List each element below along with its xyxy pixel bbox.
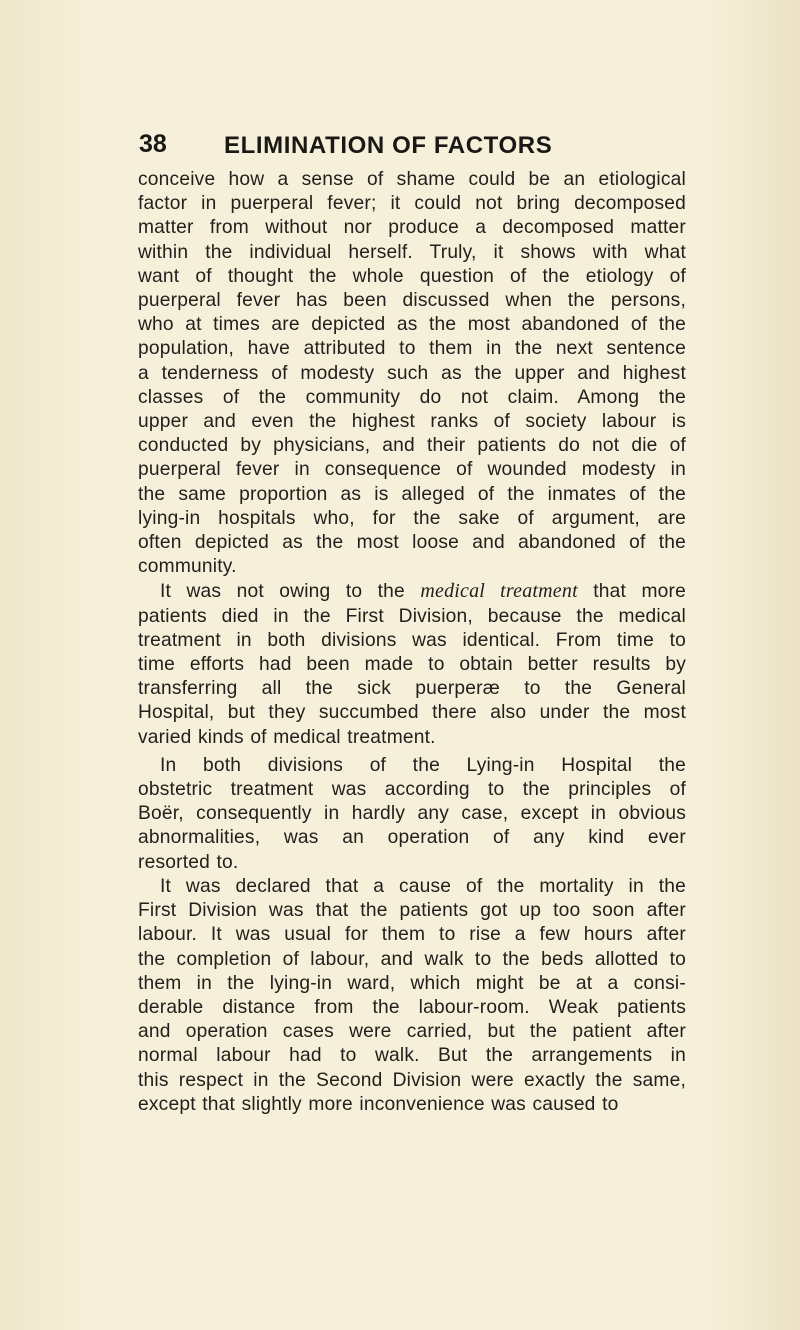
text-line: them in the lying-in ward, which might be at a consi- [138, 972, 686, 994]
italic-phrase: medical treatment [420, 580, 578, 603]
text-line: the same proportion as is alleged of the inmates of the [138, 483, 686, 505]
text-line: want of thought the whole question of the etiology of [138, 265, 686, 287]
text-line: resorted to. [138, 851, 239, 873]
page-number: 38 [139, 130, 167, 158]
text-line: puerperal fever has been discussed when the persons, [138, 290, 686, 312]
text-line: lying-in hospitals who, for the sake of argument, are [138, 507, 686, 529]
text-line: within the individual herself. Truly, it shows with what [138, 241, 686, 263]
text-line: derable distance from the labour-room. Weak patients [138, 996, 686, 1018]
text-line: Boër, consequently in hardly any case, except in obvious [138, 803, 686, 825]
text-line: puerperal fever in consequence of wounded modesty in [138, 459, 686, 481]
text-line: time efforts had been made to obtain better results by [138, 654, 686, 676]
text-line: often depicted as the most loose and abandoned of the [138, 532, 686, 554]
text-line: the completion of labour, and walk to the beds allotted to [138, 948, 686, 970]
text-line: patients died in the First Division, because the medical [138, 605, 686, 627]
text-line: factor in puerperal fever; it could not bring decomposed [138, 193, 686, 215]
text-line: who at times are depicted as the most abandoned of the [138, 314, 686, 336]
text-line: and operation cases were carried, but the patient after [138, 1021, 686, 1043]
paragraph-2 [138, 579, 686, 749]
text-line: population, have attributed to them in the next sentence [138, 338, 686, 360]
text-line: conducted by physicians, and their patients do not die of [138, 435, 686, 457]
text-line: matter from without nor produce a decomposed matter [138, 217, 686, 239]
text-line: obstetric treatment was according to the principles of [138, 779, 686, 801]
text-line [138, 579, 686, 604]
text-line: except that slightly more inconvenience was caused to [138, 1093, 619, 1115]
text-line: labour. It was usual for them to rise a few hours after [138, 924, 686, 946]
paragraph-1 [138, 168, 686, 579]
text-run: that more [577, 581, 686, 603]
text-line: normal labour had to walk. But the arrangements in [138, 1045, 686, 1067]
text-line: classes of the community do not claim. Among the [138, 386, 686, 408]
text-line: In both divisions of the Lying-in Hospital the [160, 754, 686, 776]
body-text [138, 168, 686, 1117]
text-line: abnormalities, was an operation of any kind ever [138, 827, 686, 849]
running-title: ELIMINATION OF FACTORS [224, 132, 553, 159]
text-line: varied kinds of medical treatment. [138, 726, 436, 748]
text-line: this respect in the Second Division were exactly the same, [138, 1069, 686, 1091]
paragraph-3 [138, 754, 686, 875]
book-page [138, 128, 686, 1117]
text-line: community. [138, 556, 237, 578]
text-line: conceive how a sense of shame could be an etiological [138, 169, 686, 190]
text-line: It was declared that a cause of the mortality in the [160, 875, 686, 897]
text-line: a tenderness of modesty such as the upper and highest [138, 362, 686, 384]
text-line: Hospital, but they succumbed there also under the most [138, 702, 686, 724]
text-line: upper and even the highest ranks of society labour is [138, 411, 686, 433]
text-run: It was not owing to the [160, 581, 421, 603]
paragraph-4 [138, 875, 686, 1117]
running-header [138, 128, 686, 168]
text-line: First Division was that the patients got up too soon after [138, 900, 686, 922]
text-line: transferring all the sick puerperæ to the General [138, 678, 686, 700]
text-line: treatment in both divisions was identical. From time to [138, 629, 686, 651]
